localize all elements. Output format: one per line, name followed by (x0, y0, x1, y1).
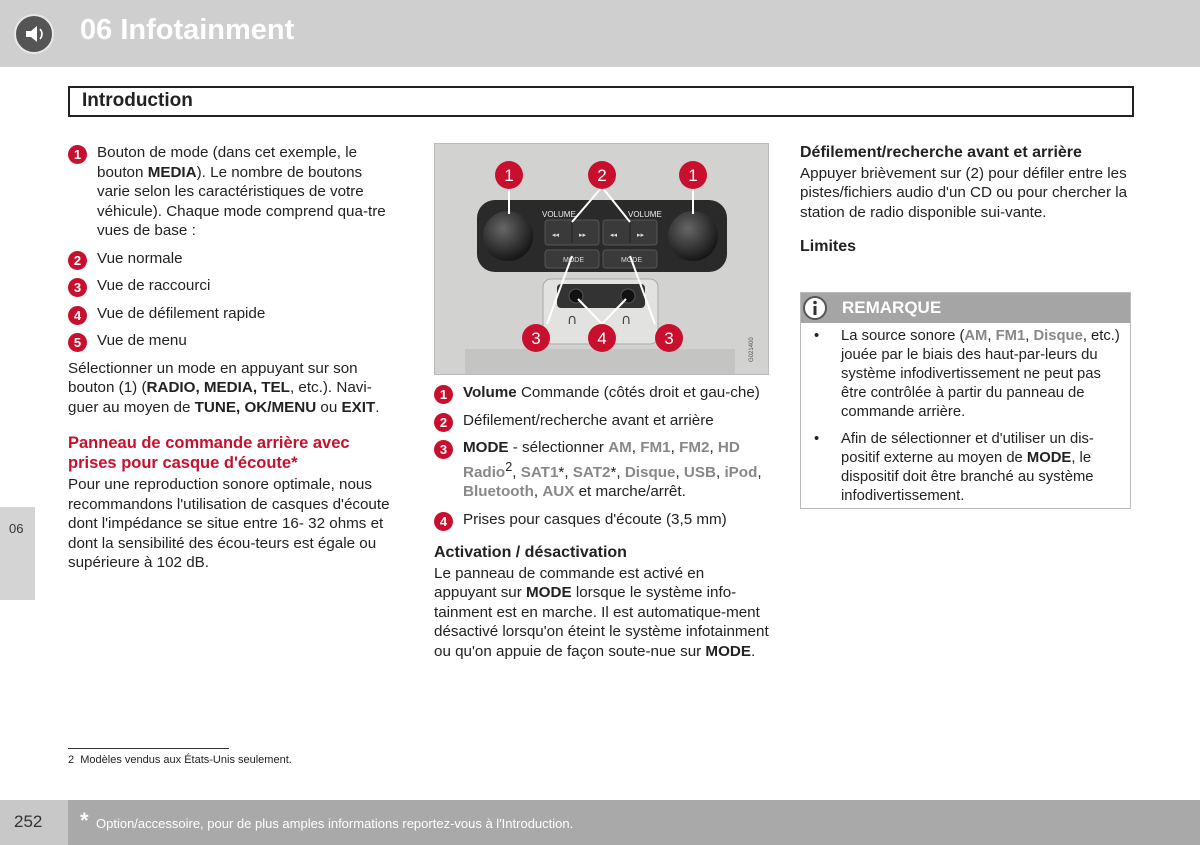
note-title: REMARQUE (842, 298, 942, 317)
control-item-1 (434, 383, 769, 403)
rear-panel-heading: Panneau de commande arrière avec prises pour casque d'écoute* (68, 434, 350, 472)
callout-4: 4 (597, 329, 607, 348)
activation-heading: Activation / désactivation (434, 544, 627, 562)
number-badge: 1 (68, 145, 87, 164)
callout-3-right: 3 (664, 329, 674, 348)
number-badge: 2 (68, 251, 87, 270)
speaker-icon (14, 14, 54, 54)
volume-label-right: VOLUME (628, 210, 662, 219)
note-bullet: • Afin de sélectionner et d'utiliser un dis-positif externe au moyen de MODE, le dispositif doit être branché au système infodivertissement. (801, 430, 1126, 506)
mode-item-text: Vue de raccourci (97, 277, 211, 294)
info-icon (800, 293, 830, 323)
callout-2: 2 (597, 166, 607, 185)
footnote (68, 754, 292, 766)
number-badge: 4 (434, 512, 453, 531)
page-footer (0, 800, 1200, 845)
mode-paragraph: Sélectionner un mode en appuyant sur son bouton (1) (RADIO, MEDIA, TEL, etc.). Navi-guer au moyen de TUNE, OK/MENU ou EXIT. (68, 359, 380, 416)
headphone-paragraph: Pour une reproduction sonore optimale, nous recommandons l'utilisation de casques d'écoute dont l'impédance se situe entre 16- 32 ohms et dont la sensibilité des écou-teurs est égale ou supérieure à 102 dB. (68, 476, 390, 571)
svg-text:▸▸: ▸▸ (637, 232, 645, 239)
control-item-text: Volume Commande (côtés droit et gau-che) (463, 384, 760, 401)
number-badge: 5 (68, 333, 87, 352)
section-title: Introduction (82, 90, 193, 111)
control-item-3 (434, 438, 769, 502)
callout-3-left: 3 (531, 329, 541, 348)
mode-item-3 (68, 276, 398, 296)
footer-note-bar (68, 800, 1200, 845)
svg-text:▸▸: ▸▸ (579, 232, 587, 239)
control-item-text: Prises pour casques d'écoute (3,5 mm) (463, 510, 727, 528)
scroll-search-heading: Défilement/recherche avant et arrière (800, 144, 1082, 161)
number-badge: 1 (434, 385, 453, 404)
mode-item-5 (68, 331, 398, 351)
note-box (800, 292, 1131, 509)
mode-item-2 (68, 249, 398, 269)
mode-item-text: Vue de défilement rapide (97, 304, 266, 322)
left-column (68, 143, 398, 573)
section-title-box (68, 86, 1134, 117)
control-item-4 (434, 510, 769, 530)
asterisk: * (80, 808, 89, 833)
control-item-text: Défilement/recherche avant et arrière (463, 411, 714, 429)
right-column (800, 143, 1130, 258)
control-item-text: MODE - sélectionner AM, FM1, FM2, HD Radio$^2$, SAT1*, SAT2*, Disque, USB, iPod, Bluetooth, AUX et marche/arrêt. (463, 439, 762, 501)
footnote-divider (68, 748, 229, 749)
scroll-search-paragraph: Appuyer brièvement sur (2) pour défiler entre les pistes/fichiers audio d'un CD ou pour chercher la station de radio disponible sui-vante. (800, 164, 1128, 221)
page-number: 252 (14, 812, 43, 831)
rear-control-panel-figure (434, 143, 769, 375)
callout-1-left: 1 (504, 166, 514, 185)
side-chapter-tab (0, 507, 35, 600)
callout-1-right: 1 (688, 166, 698, 185)
number-badge: 4 (68, 306, 87, 325)
number-badge: 2 (434, 413, 453, 432)
mode-item-4 (68, 304, 398, 324)
mode-item-text: Vue de menu (97, 332, 187, 349)
note-header (801, 293, 1130, 323)
figure-code: G021400 (749, 337, 755, 362)
volume-label-left: VOLUME (542, 210, 576, 219)
control-list (434, 383, 769, 529)
svg-text:∩: ∩ (621, 312, 632, 328)
svg-text:◂◂: ◂◂ (610, 232, 618, 239)
mode-label-left: MODE (563, 257, 584, 264)
footer-note: Option/accessoire, pour de plus amples informations reportez-vous à l'Introduction. (96, 816, 574, 831)
volume-knob-right (668, 211, 718, 261)
mode-label-right: MODE (621, 257, 642, 264)
mode-item-text: Bouton de mode (dans cet exemple, le bouton MEDIA). Le nombre de boutons varie selon les caractéristiques de votre véhicule). Chaque mode comprend qua-tre vues de base : (97, 144, 386, 239)
control-item-2 (434, 411, 769, 431)
svg-text:∩: ∩ (567, 312, 578, 328)
limits-heading: Limites (800, 238, 857, 255)
side-tab-label: 06 (9, 521, 24, 536)
note-bullet: • La source sonore (AM, FM1, Disque, etc.) jouée par le biais des haut-par-leurs du système infodivertissement ne peut pas être contrôlée à partir du panneau de commande arrière. (801, 327, 1126, 422)
note-bullets (801, 327, 1126, 514)
mode-item-text: Vue normale (97, 249, 183, 267)
chapter-title: 06 Infotainment (80, 14, 295, 46)
footnote-number: 2 (68, 754, 75, 766)
mode-list (68, 143, 398, 351)
svg-text:◂◂: ◂◂ (552, 232, 560, 239)
middle-column (434, 383, 769, 661)
activation-paragraph: Le panneau de commande est activé en appuyant sur MODE lorsque le système info-tainment est en marche. Il est automatique-ment désactivé lorsqu'on éteint le système infotainment ou qu'on appuie de façon soute-nue sur MODE. (434, 564, 769, 660)
mode-item-1 (68, 143, 398, 241)
volume-knob-left (483, 211, 533, 261)
footnote-text: Modèles vendus aux États-Unis seulement. (80, 754, 292, 766)
number-badge: 3 (68, 278, 87, 297)
chapter-header (0, 0, 1200, 67)
number-badge: 3 (434, 440, 453, 459)
